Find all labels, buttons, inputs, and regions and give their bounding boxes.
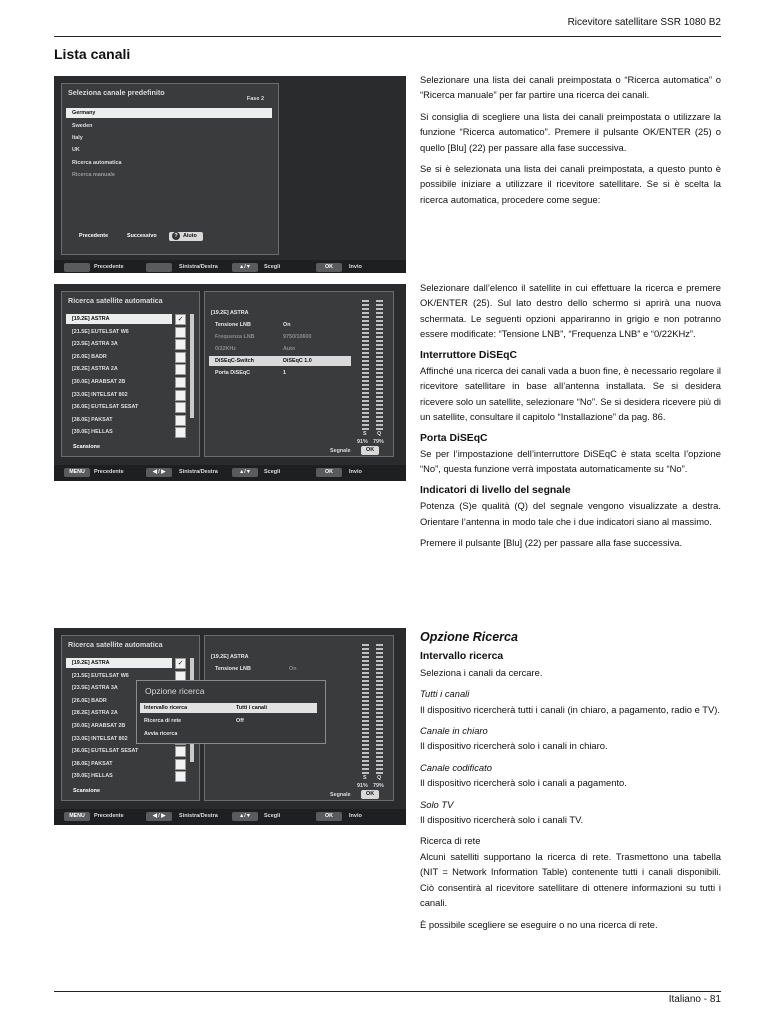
key-label: Precedente	[94, 813, 124, 819]
checkbox[interactable]	[175, 390, 186, 401]
q-label: Q	[377, 775, 382, 781]
checkbox[interactable]: ✓	[175, 314, 186, 325]
key-label: Sinistra/Destra	[179, 469, 218, 475]
param-value: On	[283, 322, 291, 328]
page-header	[54, 10, 721, 37]
param-key: DiSEqC-Switch	[215, 358, 254, 364]
checkbox[interactable]	[175, 352, 186, 363]
page-number: Italiano - 81	[668, 994, 721, 1005]
signal-strength-meter	[362, 300, 369, 430]
signal-strength-meter	[362, 644, 369, 774]
screenshot-channel-list	[54, 76, 406, 273]
text-block-search-option	[420, 630, 721, 938]
satellite-item[interactable]: [30.0E] ARABSAT 2B	[72, 379, 126, 385]
satellite-item[interactable]: [30.0E] ARABSAT 2B	[72, 723, 126, 729]
option-key: Intervallo ricerca	[144, 705, 188, 711]
param-row[interactable]	[209, 320, 351, 330]
key-label: Precedente	[94, 264, 124, 270]
key-label: Invio	[349, 813, 362, 819]
list-item[interactable]: Germany	[66, 108, 272, 118]
checkbox[interactable]	[175, 771, 186, 782]
checkbox[interactable]	[175, 759, 186, 770]
s-label: S	[363, 431, 367, 437]
satellite-item[interactable]: [39.0E] HELLAS	[72, 429, 113, 436]
param-value: On	[289, 666, 297, 672]
popup-title: Opzione ricerca	[145, 686, 205, 696]
help-label: Aiuto	[183, 233, 197, 239]
param-value: Auto	[283, 346, 296, 352]
paragraph: Se per l’impostazione dell’interruttore DiSEqC è stata scelta l’opzione “No”, questa funzione verrà impostata automaticamente su “No”.	[420, 448, 721, 475]
param-row[interactable]	[209, 368, 351, 378]
param-key: Frequenza LNB	[215, 334, 255, 340]
param-key: 0/22KHz	[215, 346, 236, 352]
ok-button[interactable]: OK	[361, 446, 379, 455]
prev-button[interactable]: Precedente	[79, 233, 109, 239]
list-item[interactable]: Italy	[72, 135, 83, 141]
button-bar	[54, 260, 406, 273]
screenshot-satellite-search	[54, 284, 406, 481]
scan-button[interactable]: Scansione	[73, 444, 100, 450]
paragraph: Se si è selezionata una lista dei canali preimpostata, a questo punto è possibile iniziare a utilizzare il ricevitore satellitare. Se si è scelta la ricerca automatica, procedere come segue:	[420, 163, 721, 205]
checkbox[interactable]	[175, 415, 186, 426]
ok-key: OK	[316, 263, 342, 272]
button-bar	[54, 809, 406, 825]
satellite-item[interactable]: [19.2E] ASTRA	[66, 658, 172, 668]
paragraph: È possibile scegliere se eseguire o no una ricerca di rete.	[420, 918, 658, 930]
q-value: 79%	[373, 439, 384, 445]
checkbox[interactable]	[175, 377, 186, 388]
list-item[interactable]: Ricerca automatica	[72, 160, 122, 166]
satellite-item[interactable]: [26.0E] BADR	[72, 353, 107, 360]
satellite-item[interactable]: [33.0E] INTELSAT 802	[72, 735, 128, 742]
list-item[interactable]: Sweden	[72, 123, 93, 129]
key-label: Invio	[349, 264, 362, 270]
search-range-row[interactable]	[140, 703, 317, 713]
q-value: 79%	[373, 783, 384, 789]
satellite-item[interactable]: [28.2E] ASTRA 2A	[72, 366, 118, 373]
help-icon: ?	[172, 232, 180, 240]
param-key: Tensione LNB	[215, 322, 251, 328]
scrollbar[interactable]	[190, 314, 194, 418]
menu-key: MENU	[64, 468, 90, 477]
option-name: Canale codificato	[420, 761, 492, 773]
param-value: DiSEqC 1.0	[283, 358, 312, 364]
satellite-item[interactable]: [36.0E] EUTELSAT SESAT	[72, 404, 139, 411]
param-value: 1	[283, 370, 286, 376]
selected-satellite-title: [19.2E] ASTRA	[211, 310, 249, 316]
option-value: Off	[236, 718, 244, 724]
network-search-row[interactable]	[140, 716, 317, 726]
satellite-list-panel	[61, 291, 200, 457]
satellite-item[interactable]: [19.2E] ASTRA	[66, 314, 172, 324]
option-key: Ricerca di rete	[144, 718, 182, 724]
signal-quality-meter	[376, 644, 383, 774]
menu-key: MENU	[64, 812, 90, 821]
option-name: Solo TV	[420, 798, 454, 810]
section-heading: Opzione Ricerca	[420, 630, 518, 644]
list-item[interactable]: Ricerca manuale	[72, 172, 115, 178]
satellite-item[interactable]: [33.0E] INTELSAT 802	[72, 391, 128, 398]
param-row[interactable]	[209, 356, 351, 366]
panel-title: Ricerca satellite automatica	[68, 640, 163, 649]
checkbox[interactable]	[175, 427, 186, 438]
paragraph: Si consiglia di scegliere una lista dei canali preimpostata o utilizzare la funzione “Ricerca automatico”. Premere il pulsante OK/ENTER (25) o quello [Blu] (22) per passare alla fase successiva.	[420, 110, 721, 153]
ok-key: OK	[316, 812, 342, 821]
subheading: Interruttore DiSEqC	[420, 349, 517, 361]
satellite-item[interactable]: [38.0E] PAKSAT	[72, 760, 113, 767]
param-key: Porta DiSEqC	[215, 370, 251, 376]
key-label: Scegli	[264, 469, 281, 475]
menu-key	[64, 263, 90, 272]
signal-label: Segnale	[330, 448, 351, 454]
paragraph: Seleziona i canali da cercare.	[420, 666, 543, 678]
step-label: Fase 2	[246, 96, 264, 102]
section-title: Lista canali	[54, 46, 131, 62]
signal-label: Segnale	[330, 792, 351, 798]
panel-title: Ricerca satellite automatica	[68, 296, 163, 305]
paragraph: Il dispositivo ricercherà solo i canali TV.	[420, 814, 584, 826]
param-value: 9750/10600	[283, 334, 312, 340]
checkbox[interactable]	[175, 339, 186, 350]
arrow-lr-key: ◀ / ▶	[146, 812, 172, 821]
subheading: Porta DiSEqC	[420, 432, 488, 444]
checkbox[interactable]	[175, 327, 186, 338]
subheading: Intervallo ricerca	[420, 651, 504, 663]
key-label: Scegli	[264, 813, 281, 819]
satellite-item[interactable]: [21.5E] EUTELSAT W6	[72, 672, 129, 679]
screenshot-search-options	[54, 628, 406, 825]
checkbox[interactable]	[175, 746, 186, 757]
paragraph: Affinché una ricerca dei canali vada a buon fine, è necessario regolare il ricevitore satellitare in base all’antenna installata. Se si desidera ricevere solo un satellite, selezionare “No”. Se si desidera ricevere più di un satellite, consultare il capitolo “Installazione” da pag. 86.	[420, 365, 721, 423]
key-label: Sinistra/Destra	[179, 264, 218, 270]
text-block-satellite	[420, 280, 721, 557]
satellite-item[interactable]: [38.0E] PAKSAT	[72, 416, 113, 423]
list-item[interactable]: UK	[72, 147, 80, 153]
s-value: 91%	[357, 439, 368, 445]
key-label: Precedente	[94, 469, 124, 475]
paragraph: Il dispositivo ricercherà solo i canali a pagamento.	[420, 777, 627, 789]
param-row[interactable]	[209, 332, 351, 342]
scan-button[interactable]: Scansione	[73, 788, 100, 794]
satellite-item[interactable]: [23.5E] ASTRA 3A	[72, 341, 118, 348]
paragraph: Il dispositivo ricercherà solo i canali in chiaro.	[420, 740, 608, 752]
option-name: Canale in chiaro	[420, 725, 488, 737]
arrow-ud-key: ▲/▼	[232, 468, 258, 477]
q-label: Q	[377, 431, 382, 437]
arrow-ud-key: ▲/▼	[232, 812, 258, 821]
arrow-ud-key: ▲/▼	[232, 263, 258, 272]
param-key: Tensione LNB	[215, 666, 251, 672]
paragraph: Alcuni satelliti supportano la ricerca di rete. Trasmettono una tabella (NIT = Network Information Table) contenente tutti i canali disponibili. Ciò consentirà al ricevitore satellitare di ottenere informazioni su tutti i canali.	[420, 850, 721, 909]
page-footer	[54, 991, 721, 1005]
text-block-intro	[420, 72, 721, 213]
key-label: Sinistra/Destra	[179, 813, 218, 819]
satellite-params-panel	[204, 291, 394, 457]
satellite-item[interactable]: [36.0E] EUTELSAT SESAT	[72, 748, 139, 755]
subheading: Indicatori di livello del segnale	[420, 484, 571, 496]
key-label: Invio	[349, 469, 362, 475]
help-button[interactable]	[169, 232, 203, 241]
satellite-item[interactable]: [23.5E] ASTRA 3A	[72, 685, 118, 692]
satellite-item[interactable]: [26.0E] BADR	[72, 697, 107, 704]
start-search-button[interactable]: Avvia ricerca	[144, 731, 178, 737]
checkbox[interactable]	[175, 364, 186, 375]
key-label: Scegli	[264, 264, 281, 270]
button-bar	[54, 465, 406, 481]
signal-quality-meter	[376, 300, 383, 430]
satellite-item[interactable]: [39.0E] HELLAS	[72, 773, 113, 780]
paragraph: Potenza (S)e qualità (Q) del segnale vengono visualizzate a destra. Orientare l’antenna in modo tale che i due indicatori siano al massimo.	[420, 500, 721, 527]
param-row[interactable]	[209, 344, 351, 354]
s-value: 91%	[357, 783, 368, 789]
satellite-item[interactable]: [21.5E] EUTELSAT W6	[72, 328, 129, 335]
option-name: Ricerca di rete	[420, 835, 481, 847]
paragraph: Selezionare una lista dei canali preimpostata o “Ricerca automatica” o “Ricerca manuale” per far partire una ricerca dei canali.	[420, 74, 721, 101]
preset-panel	[61, 83, 279, 255]
search-options-popup	[136, 680, 326, 744]
checkbox[interactable]: ✓	[175, 658, 186, 669]
next-button[interactable]: Successivo	[127, 233, 157, 239]
checkbox[interactable]	[175, 402, 186, 413]
paragraph: Selezionare dall’elenco il satellite in cui effettuare la ricerca e premere OK/ENTER (25). Sul lato destro dello schermo si aprirà una nuova schermata. Le seguenti opzioni appariranno in grigio e non potranno essere modificate: “Tensione LNB”, “Frequenza LNB” e “0/22KHz”.	[420, 282, 721, 340]
satellite-item[interactable]: [28.2E] ASTRA 2A	[72, 710, 118, 717]
option-name: Tutti i canali	[420, 688, 470, 700]
s-label: S	[363, 775, 367, 781]
paragraph: Premere il pulsante [Blu] (22) per passare alla fase successiva.	[420, 537, 683, 549]
panel-title: Seleziona canale predefinito	[68, 88, 165, 97]
option-value: Tutti i canali	[236, 705, 268, 711]
ok-key: OK	[316, 468, 342, 477]
header-title: Ricevitore satellitare SSR 1080 B2	[567, 17, 721, 28]
ok-button[interactable]: OK	[361, 790, 379, 799]
arrow-lr-key: ◀ / ▶	[146, 468, 172, 477]
paragraph: Il dispositivo ricercherà tutti i canali (in chiaro, a pagamento, radio e TV).	[420, 703, 720, 715]
selected-satellite-title: [19.2E] ASTRA	[211, 654, 249, 660]
arrow-lr-key	[146, 263, 172, 272]
